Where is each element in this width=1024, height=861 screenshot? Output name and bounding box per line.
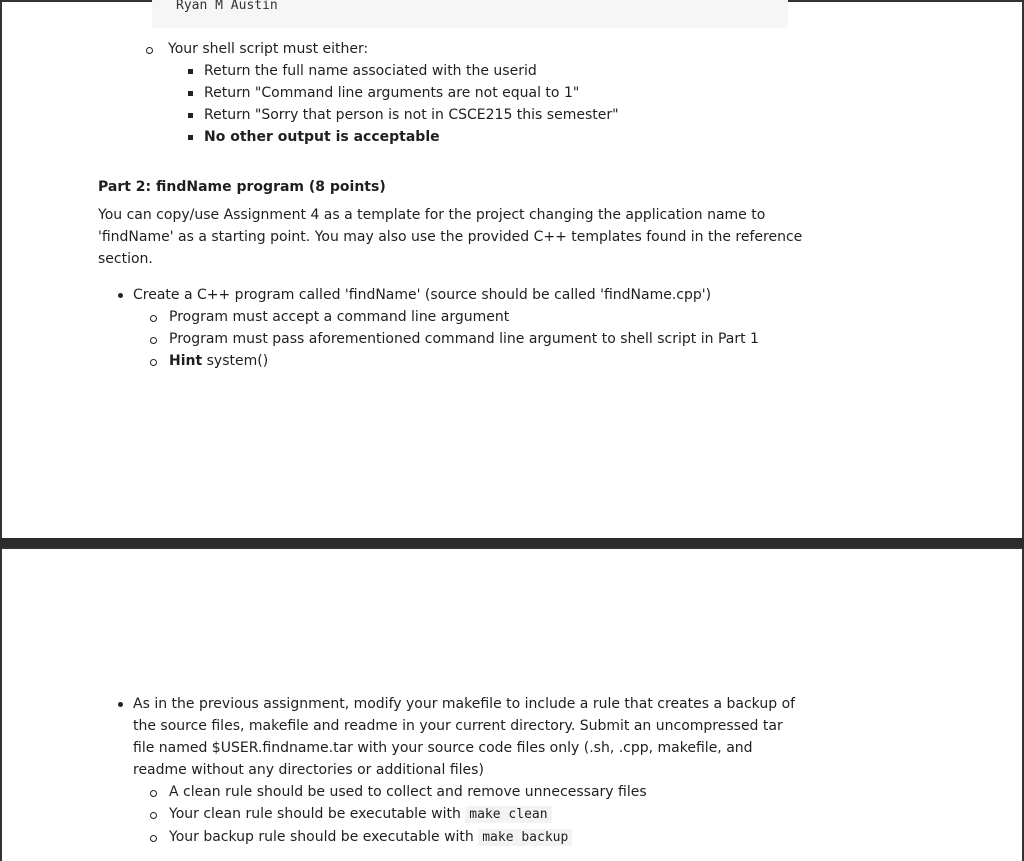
paragraph-line: the source files, makefile and readme in your current directory. Submit an uncompressed tar — [133, 718, 783, 734]
circle-bullet-icon — [150, 790, 157, 797]
circle-bullet-icon — [150, 315, 157, 322]
paragraph-line: As in the previous assignment, modify your makefile to include a rule that creates a backup of — [133, 696, 796, 712]
circle-bullet-icon — [150, 812, 157, 819]
circle-bullet-icon — [146, 47, 153, 54]
list-item: A clean rule should be used to collect and remove unnecessary files — [169, 784, 647, 800]
circle-bullet-icon — [150, 337, 157, 344]
inline-code: make backup — [478, 829, 572, 846]
list-item: Return "Command line arguments are not equal to 1" — [204, 85, 580, 101]
inline-code: make clean — [465, 806, 551, 823]
backup-exec-text: Your backup rule should be executable with — [169, 829, 479, 845]
square-bullet-icon — [188, 91, 193, 96]
hint-label: Hint — [169, 353, 203, 369]
disc-bullet-icon — [118, 702, 123, 707]
list-item — [169, 805, 552, 824]
list-item: Program must accept a command line argument — [169, 309, 510, 325]
list-item — [169, 828, 572, 847]
shell-intro: Your shell script must either: — [168, 41, 369, 57]
list-item: Return the full name associated with the userid — [204, 63, 537, 79]
code-block — [152, 0, 788, 28]
circle-bullet-icon — [150, 835, 157, 842]
page-separator — [0, 538, 1024, 547]
hint-text: system() — [202, 353, 269, 369]
circle-bullet-icon — [150, 359, 157, 366]
paragraph-line: readme without any directories or additional files) — [133, 762, 484, 778]
list-item: Return "Sorry that person is not in CSCE215 this semester" — [204, 107, 619, 123]
list-item: No other output is acceptable — [204, 129, 440, 145]
list-item: Program must pass aforementioned command line argument to shell script in Part 1 — [169, 331, 759, 347]
disc-bullet-icon — [118, 293, 123, 298]
section-heading: Part 2: findName program (8 points) — [98, 179, 386, 195]
code-snippet: Ryan M Austin — [176, 0, 278, 13]
document-page-2 — [0, 547, 1024, 861]
square-bullet-icon — [188, 113, 193, 118]
paragraph-line: 'findName' as a starting point. You may also use the provided C++ templates found in the reference — [98, 229, 803, 245]
square-bullet-icon — [188, 69, 193, 74]
square-bullet-icon — [188, 135, 193, 140]
clean-exec-text: Your clean rule should be executable with — [169, 806, 466, 822]
paragraph-line: section. — [98, 251, 153, 267]
list-item — [169, 352, 268, 370]
paragraph-line: file named $USER.findname.tar with your source code files only (.sh, .cpp, makefile, and — [133, 740, 753, 756]
list-item: Create a C++ program called 'findName' (source should be called 'findName.cpp') — [133, 287, 712, 303]
paragraph-line: You can copy/use Assignment 4 as a template for the project changing the application name to — [98, 207, 766, 223]
